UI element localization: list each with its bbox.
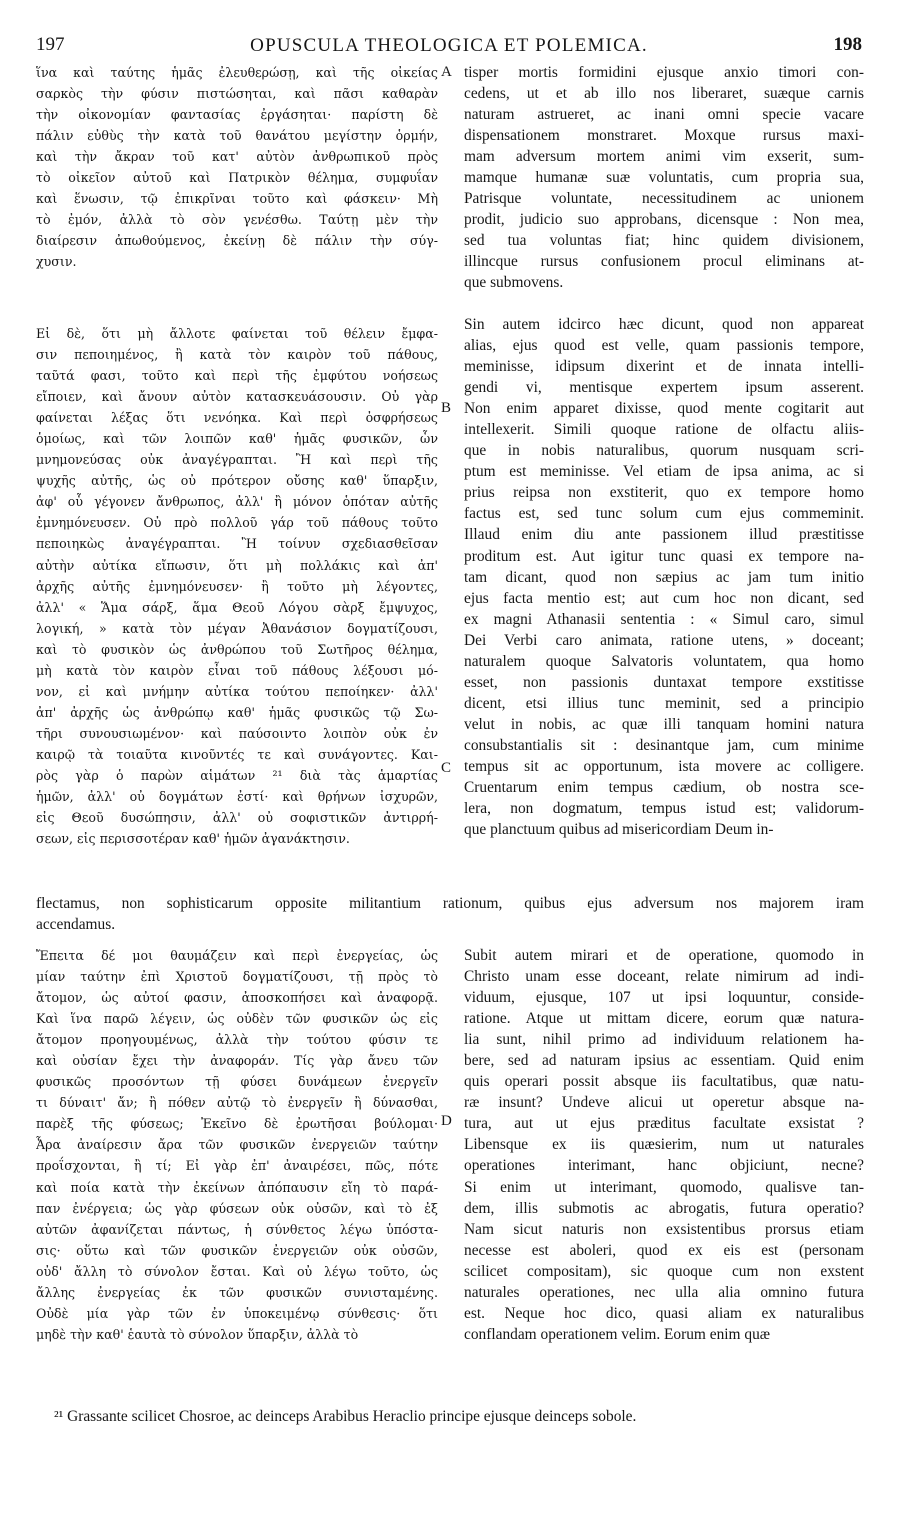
text-line: est. Neque hoc dico, quasi aliam ex naturalibus <box>464 1304 864 1322</box>
greek-paragraph-1 <box>36 62 438 272</box>
text-line: que in nobis naturalibus, quorum nusquam scri- <box>464 442 864 460</box>
text-line: τὸ οἰκεῖον αὐτοῦ καὶ Πατρικὸν θέλημα, συμφυΐαν <box>36 170 438 186</box>
text-line: tempus sit ac opportunum, ista movere ac colligere. <box>464 757 864 775</box>
text-line: naturalem quoque Salvatoris voluntatem, qua homo <box>464 652 864 670</box>
text-line: τι δύναιτ' ἄν; ἢ πόθεν αὐτῷ τὸ ἐνεργεῖν ἢ δύνασθαι, <box>36 1095 438 1111</box>
text-line: que submovens. <box>464 274 564 292</box>
latin-paragraph-1 <box>464 62 864 294</box>
text-line: αὐτὴν αὐτίκα εἴπωσιν, ὅτι μὴ πολλάκις καὶ ἀπ' <box>36 557 438 573</box>
text-line: Christo unam esse doceant, relate nimirum ad indi- <box>464 968 864 986</box>
text-line: dem, illis submotis ac abrogatis, futura operatio? <box>464 1199 864 1217</box>
text-line: conflandam operationem velim. Eorum enim quæ <box>464 1325 771 1343</box>
text-line: ἀφ' οὗ γέγονεν ἄνθρωπος, ἀλλ' ἢ μόνον ὁπόταν αὐτῆς <box>36 494 438 510</box>
text-line: viduum, ejusque, 107 ut ipsi loquuntur, conside- <box>464 989 864 1007</box>
text-line: οὐδ' ἄλλη τὸ σύνολον ἔσται. Καὶ οὐ λέγω τοῦτο, ὡς <box>36 1263 438 1279</box>
text-line: intellexerit. Simili quoque ratione de olfactu aliis- <box>464 421 864 439</box>
greek-paragraph-2 <box>36 323 438 849</box>
text-line: prodit, judicio suo approbans, dicensque : Non mea, <box>464 211 864 229</box>
text-line: tam dicant, quod non sæpius ac jam tum initio <box>464 568 864 586</box>
text-line: Subit autem mirari et de operatione, quomodo in <box>464 947 864 964</box>
text-line: naturales operationes, nec ulla alia omnino futura <box>464 1283 864 1301</box>
text-line: alias, ejus quod est velle, quam passionis tempore, <box>464 337 864 355</box>
latin-paragraph-2 <box>464 314 864 840</box>
text-line: que planctuum quibus ad misericordiam Deum in- <box>464 821 774 839</box>
text-line: μηδὲ τὴν καθ' ἑαυτὰ τὸ σύνολον ὕπαρξιν, ἀλλὰ τὸ <box>36 1326 359 1342</box>
text-line: Si enim ut interimant, quomodo, qualisve tan- <box>464 1178 864 1196</box>
text-line: καὶ τὸ φυσικὸν ὡς ἀνθρώπου τοῦ Σωτῆρος θέλημα, <box>36 641 438 657</box>
text-line: Non enim apparet dixisse, quod mente cogitarit aut <box>464 400 864 418</box>
text-line: τὴν οἰκονομίαν φαντασίας ἐργάσηται· παρίστη δὲ <box>36 107 438 123</box>
text-line: παν ἐνέργεια; ὡς γὰρ φύσεων οὐκ οὐσῶν, καὶ τὸ ἐξ <box>36 1200 438 1216</box>
text-line: esset, non passionis duntaxat tempore exstitisse <box>464 673 864 691</box>
latin-column <box>464 62 864 902</box>
text-line: χυσιν. <box>36 254 77 270</box>
text-line: tura, aut ut ejus præditus facultate exsistat ? <box>464 1115 864 1133</box>
page-number-right: 198 <box>833 34 862 55</box>
text-line: Οὐδὲ μία γὰρ τῶν ἐν ὑποκειμένῳ σύνθεσις· ὅτι <box>36 1305 438 1321</box>
margin-letter-c: C <box>441 760 452 776</box>
text-line: illincque rursus confusionem procul eliminans at- <box>464 253 864 271</box>
text-line: dispensationem monstraret. Moxque rursus maxi- <box>464 127 864 145</box>
text-line: παρὲξ τῆς φύσεως; Ἐκεῖνο δὲ ἐρωτῆσαι βούλομαι· <box>36 1116 438 1132</box>
text-line: καὶ ποία κατὰ τὴν ἐκείνων ἀπόπαυσιν εἴη τὸ παρά- <box>36 1179 438 1195</box>
text-line: λογική, » κατὰ τὸν μέγαν Ἀθανάσιον δογματίζουσι, <box>36 620 438 636</box>
margin-letter-a: A <box>441 64 452 80</box>
text-line: καὶ τὴν ἄκραν τοῦ κατ' αὐτὸν ἀνθρωπικοῦ πρὸς <box>36 149 438 165</box>
footnote: ²¹ Grassante scilicet Chosroe, ac deinceps Arabibus Heraclio principe ejusque deinceps sobole. <box>54 1408 637 1425</box>
latin-paragraph-3 <box>464 945 864 1345</box>
running-header <box>36 34 862 56</box>
text-line: φαίνεται λέξας ὅτι νενόηκα. Καὶ περὶ ὀσφρήσεως <box>36 410 438 426</box>
text-line: σαρκὸς τὴν φύσιν πιστώσηται, καὶ πᾶσι καθαρὰν <box>36 86 438 102</box>
text-line: ratione. Atque ut mittam dicere, eorum quæ natura- <box>464 1010 864 1028</box>
greek-paragraph-3 <box>36 945 438 1345</box>
text-line: ἄτομον, ὡς αὐτοί φασιν, ἀποσκοπήσει καὶ ἀναφορᾷ. <box>36 990 438 1006</box>
text-line: ἀλλ' « Ἅμα σάρξ, ἅμα Θεοῦ Λόγου σὰρξ ἔμψυχος, <box>36 599 438 615</box>
text-line: μίαν ταύτην ἐπὶ Χριστοῦ δογματίζουσι, τῇ πρὸς τὸ <box>36 969 438 985</box>
text-line: Ἆρα ἀναίρεσιν ἄρα τῶν φυσικῶν ἐνεργειῶν ταύτην <box>36 1137 438 1153</box>
text-line: σεων, εἰς περισσοτέραν καθ' ἡμῶν ἀγανάκτησιν. <box>36 831 350 847</box>
text-line: velut in nobis, ac quæ illi tanquam homini natura <box>464 715 864 733</box>
text-line: meminisse, idipsum dixerint et de innata intelli- <box>464 358 864 376</box>
spanning-text <box>36 893 864 935</box>
text-line: tisper mortis formidini ejusque anxio timori con- <box>464 64 864 81</box>
text-line: Sin autem idcirco hæc dicunt, quod non appareat <box>464 316 864 333</box>
latin-column-lower <box>464 945 864 1397</box>
text-line: ræ insunt? Undeve alicui ut operetur absque na- <box>464 1094 864 1112</box>
text-line: Cruentarum enim tempus cædium, ob nostra sce- <box>464 779 864 797</box>
text-line: naturam astrueret, ac inani omni specie vacare <box>464 106 864 124</box>
text-line: bere, sed ad naturam ipsius ac essentiam. Quid enim <box>464 1052 864 1070</box>
text-line: scilicet compositam), sic quoque cum non exstent <box>464 1262 864 1280</box>
text-line: προΐσχονται, ἢ τί; Εἰ γὰρ ἐπ' ἀναιρέσει, πῶς, πότε <box>36 1158 438 1174</box>
text-line: Ἔπειτα δέ μοι θαυμάζειν καὶ περὶ ἐνεργείας, ὡς <box>36 948 438 963</box>
text-line: διαίρεσιν ἀπωθούμενος, ἐκείνῃ δὲ πάλιν τὴν σύγ- <box>36 233 438 249</box>
text-line: ἵνα καὶ ταύτης ἡμᾶς ἐλευθερώσῃ, καὶ τῆς οἰκείας <box>36 65 438 80</box>
text-line: Patrisque voluntate, necessitudinem ac unionem <box>464 190 864 208</box>
page-number-left: 197 <box>36 34 65 55</box>
text-line: ptum est meminisse. Vel etiam de ipsa anima, ac si <box>464 463 864 481</box>
greek-column <box>36 62 438 902</box>
text-line: dicent, etsi illius tunc meminit, sed a principio <box>464 694 864 712</box>
text-line: τὸ ἐμόν, ἀλλὰ τὸ σὸν γενέσθω. Ταύτῃ μὲν τὴν <box>36 212 438 228</box>
margin-letter-d: D <box>441 1113 452 1129</box>
text-line: ρὸς γὰρ ὁ παρὼν αἱμάτων ²¹ διὰ τὰς ἁμαρτίας <box>36 767 438 783</box>
text-line: Nam sicut naturis non exsistentibus prorsus etiam <box>464 1220 864 1238</box>
text-line: εἰς Θεοῦ δυσώπησιν, ἀλλ' οὐ σοφιστικῶν ἀντιρρή- <box>36 810 438 826</box>
text-line: ἄλλης ἐνεργείας ἐκ τῶν φυσικῶν συνισταμένης. <box>36 1284 438 1300</box>
text-line: αὐτῶν ἀφανίζεται πάντως, ἡ σύνθετος λέγω ὑπόστα- <box>36 1221 438 1237</box>
text-line: operationes interimant, hanc objiciunt, necne? <box>464 1157 864 1175</box>
text-line: necesse est aboleri, quod ex eis est (personam <box>464 1241 864 1259</box>
running-title: OPUSCULA THEOLOGICA ET POLEMICA. <box>250 35 648 56</box>
text-line: ejus facta mentio est; aut cum hoc non dicant, sed <box>464 589 864 607</box>
text-line: Dei Verbi caro animata, ratione utens, » doceant; <box>464 631 864 649</box>
text-line: Libensque ex iis quæsierim, num ut naturales <box>464 1136 864 1154</box>
spanning-line: flectamus, non sophisticarum opposite militantium rationum, quibus ejus adversum nos majorem iram <box>36 895 864 912</box>
text-line: μνημονεύσας οὐκ ἀναγέγραπται. Ἢ καὶ περὶ τῆς <box>36 452 438 468</box>
text-line: factus est, sed tunc solum cum ejus commeminit. <box>464 505 864 523</box>
text-line: καὶ οὐσίαν ἔχει τὴν ἀναφοράν. Τίς γὰρ ἄνευ τῶν <box>36 1053 438 1069</box>
text-line: ψυχῆς αὐτῆς, ὡς οὐ πρότερον οὔσης καθ' ὕπαρξιν, <box>36 473 438 489</box>
greek-column-lower <box>36 945 438 1397</box>
text-line: lera, non dogmatum, tempus istud est; validorum- <box>464 800 864 818</box>
text-line: consubstantialis sit : desinantque jam, cum minime <box>464 736 864 754</box>
text-line: Illaud enim diu ante passionem illud præstitisse <box>464 526 864 544</box>
text-line: prius reipsa non exstiterit, quo ex tempore homo <box>464 484 864 502</box>
text-line: μὴ κατὰ τὸν καιρὸν εἶναι τοῦ πάθους λέξουσι μό- <box>36 662 438 678</box>
text-line: gendi vi, mentisque expertem ipsum asserent. <box>464 379 864 397</box>
text-line: σις· οὕτω καὶ τῶν φυσικῶν ἐνεργειῶν οὐκ οὐσῶν, <box>36 1242 438 1258</box>
text-line: mamque humanæ suæ voluntatis, cum propria sua, <box>464 169 864 187</box>
margin-letter-b: B <box>441 400 452 416</box>
text-line: ἄτομον προηγουμένως, ἀλλὰ τὴν τούτου φύσιν τε <box>36 1032 438 1048</box>
text-line: ὁμοίως, καὶ τῶν λοιπῶν καθ' ἡμᾶς φυσικῶν, ὧν <box>36 431 438 447</box>
text-line: καιρῷ τὰ τοιαῦτα κινοῦντές τε καὶ συνάγοντες. Και- <box>36 746 438 762</box>
text-line: ἀρχῆς αὐτῆς ἐμνημόνευσεν· ἢ τοῦτο μὴ λέγοντες, <box>36 578 438 594</box>
text-line: πάλιν εὐθὺς τὴν κατὰ τοῦ θανάτου μεγίστην ὁρμήν, <box>36 128 438 144</box>
text-line: quis operari possit absque iis facultatibus, quæ natu- <box>464 1073 864 1091</box>
text-line: τῆρι συνουσιωμένον· καὶ παύσοιντο λοιπὸν οὐκ ἐν <box>36 725 438 741</box>
spanning-line: accendamus. <box>36 916 116 934</box>
text-line: mam adversum mortem animi vim exserit, sum- <box>464 148 864 166</box>
text-line: sed tua voluntas fiat; hinc quidem divisionem, <box>464 232 864 250</box>
text-line: φυσικῶς προσόντων τῇ φύσει δυνάμεων ἐνεργεῖν <box>36 1074 438 1090</box>
text-line: εἴποιεν, καὶ ἄνουν αὐτὸν κατασκευάσουσιν. Οὐ γὰρ <box>36 389 438 405</box>
text-line: ἐμνημόνευσεν. Οὐ πρὸ πολλοῦ γάρ τοῦ πάθους τοῦτο <box>36 515 438 531</box>
text-line: proditum est. Aut igitur tunc quasi ex tempore na- <box>464 547 864 565</box>
text-line: καὶ ἕνωσιν, τῷ ἐπικρῖναι τοῦτο καὶ φάσκειν· Μὴ <box>36 191 438 207</box>
text-line: lia sunt, nihil primo ad individuum relationem ha- <box>464 1031 864 1049</box>
text-line: νον, εἰ καὶ μνήμην αὐτίκα τούτου πεποίηκεν· ἀλλ' <box>36 683 438 699</box>
text-line: ἀπ' ἀρχῆς ὡς ἀνθρώπῳ καθ' ἡμᾶς φυσικῶς τῷ Σω- <box>36 704 438 720</box>
text-line: ex magni Athanasii sententia : « Simul caro, simul <box>464 610 864 628</box>
text-line: ἡμῶν, ἀλλ' οὐ δογμάτων ἐστί· καὶ θρήνων ἰσχυρῶν, <box>36 789 438 805</box>
text-line: πεποιηκὼς ἀναγέγραπται. Ἢ τοίνυν σχεδιασθεῖσαν <box>36 536 438 552</box>
text-line: Καὶ ἵνα παρῶ λέγειν, ὡς οὐδὲν τῶν φυσικῶν ὡς εἰς <box>36 1011 438 1027</box>
text-line: cedens, ut et ab illo nos liberaret, suæque carnis <box>464 85 864 103</box>
text-line: ταῦτά φασι, τοῦτο καὶ περὶ τῆς ἐμφύτου νοήσεως <box>36 368 438 384</box>
text-line: σιν πεποιημένος, ἢ κατὰ τὸν καιρὸν τοῦ πάθους, <box>36 347 438 363</box>
text-line: Εἰ δὲ, ὅτι μὴ ἄλλοτε φαίνεται τοῦ θέλειν ἔμφα- <box>36 326 438 341</box>
